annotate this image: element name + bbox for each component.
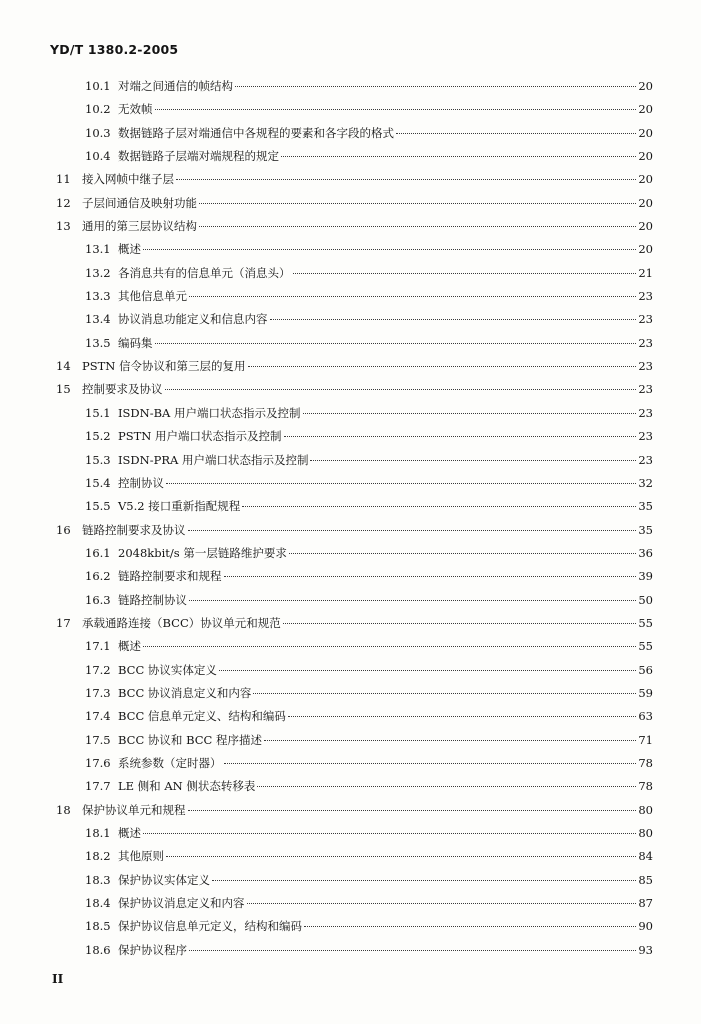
toc-entry-line	[82, 799, 653, 822]
toc-entry-line	[82, 612, 653, 635]
toc-entry-title: 其他原则	[118, 849, 164, 864]
toc-entry-line	[82, 355, 653, 378]
dot-leader	[304, 926, 636, 927]
toc-entry-line	[118, 659, 653, 682]
toc-entry-number: 16	[56, 522, 71, 537]
toc-entry-number: 18.6	[85, 942, 111, 957]
dot-leader	[212, 880, 636, 881]
toc-entry[interactable]	[0, 98, 701, 121]
toc-entry[interactable]	[0, 425, 701, 448]
dot-leader	[224, 763, 637, 764]
dot-leader	[248, 366, 637, 367]
toc-entry-number: 13	[56, 219, 71, 234]
toc-entry-line	[118, 705, 653, 728]
toc-entry-number: 15	[56, 382, 71, 397]
toc-entry-page-number: 85	[638, 872, 653, 887]
toc-entry-number: 17.2	[85, 662, 111, 677]
toc-entry-page-number: 23	[638, 405, 653, 420]
toc-entry-line	[118, 635, 653, 658]
toc-entry[interactable]	[0, 402, 701, 425]
dot-leader	[143, 833, 636, 834]
toc-entry[interactable]	[0, 519, 701, 542]
toc-entry-page-number: 23	[638, 429, 653, 444]
toc-entry-title: 概述	[118, 639, 141, 654]
dot-leader	[288, 716, 636, 717]
toc-entry[interactable]	[0, 612, 701, 635]
toc-entry-line	[118, 262, 653, 285]
toc-entry-page-number: 20	[638, 172, 653, 187]
toc-entry-title: 对端之间通信的帧结构	[118, 79, 233, 93]
toc-entry-title: LE 侧和 AN 侧状态转移表	[118, 779, 256, 794]
toc-entry-title: 子层间通信及映射功能	[82, 195, 197, 210]
toc-entry-line	[118, 822, 653, 845]
toc-entry[interactable]	[0, 238, 701, 261]
dot-leader	[264, 740, 636, 741]
toc-entry-title: ISDN-BA 用户端口状态指示及控制	[118, 405, 301, 420]
toc-entry-title: 其他信息单元	[118, 289, 187, 304]
toc-entry-title: V5.2 接口重新指配规程	[118, 499, 241, 514]
toc-entry-number: 17.1	[85, 639, 111, 654]
dot-leader	[189, 950, 636, 951]
toc-entry-title: BCC 协议消息定义和内容	[118, 685, 252, 700]
toc-entry-page-number: 23	[638, 359, 653, 374]
toc-entry[interactable]	[0, 892, 701, 915]
toc-entry-title: 保护协议单元和规程	[82, 802, 186, 817]
toc-entry[interactable]	[0, 705, 701, 728]
toc-entry-page-number: 23	[638, 382, 653, 397]
toc-entry[interactable]	[0, 168, 701, 191]
dot-leader	[253, 693, 636, 694]
toc-entry-number: 17.4	[85, 709, 111, 724]
toc-entry-page-number: 87	[638, 896, 653, 911]
toc-entry-page-number: 32	[638, 475, 653, 490]
toc-entry-title: 接入网帧中继子层	[82, 172, 174, 187]
toc-entry-number: 16.2	[85, 569, 111, 584]
toc-entry-title: 数据链路子层端对端规程的规定	[118, 149, 279, 164]
toc-entry-title: 保护协议信息单元定义，结构和编码	[118, 919, 302, 934]
toc-entry-page-number: 78	[638, 755, 653, 770]
toc-entry-title: BCC 信息单元定义、结构和编码	[118, 709, 286, 724]
dot-leader	[155, 343, 637, 344]
toc-entry-page-number: 23	[638, 289, 653, 304]
toc-entry-number: 10.4	[85, 149, 111, 164]
dot-leader	[155, 109, 637, 110]
toc-entry-line	[118, 752, 653, 775]
toc-entry-title: 保护协议消息定义和内容	[118, 896, 245, 911]
toc-entry-title: 概述	[118, 242, 141, 257]
toc-entry[interactable]	[0, 729, 701, 752]
toc-entry-number: 13.4	[85, 312, 111, 327]
dot-leader	[303, 413, 637, 414]
dot-leader	[247, 903, 637, 904]
toc-entry[interactable]	[0, 775, 701, 798]
toc-entry-page-number: 55	[638, 615, 653, 630]
toc-entry-line	[118, 472, 653, 495]
toc-entry[interactable]	[0, 308, 701, 331]
dot-leader	[293, 273, 637, 274]
dot-leader	[143, 646, 636, 647]
toc-entry-number: 13.2	[85, 265, 111, 280]
dot-leader	[257, 786, 636, 787]
toc-entry-page-number: 23	[638, 452, 653, 467]
toc-entry[interactable]	[0, 145, 701, 168]
toc-entry-line	[118, 402, 653, 425]
dot-leader	[284, 436, 637, 437]
toc-entry-page-number: 39	[638, 569, 653, 584]
toc-entry[interactable]	[0, 449, 701, 472]
toc-entry-page-number: 56	[638, 662, 653, 677]
toc-entry-page-number: 59	[638, 685, 653, 700]
toc-entry-title: 编码集	[118, 335, 153, 350]
toc-entry-page-number: 71	[638, 732, 653, 747]
toc-entry-title: 链路控制要求及协议	[82, 522, 186, 537]
toc-entry-page-number: 55	[638, 639, 653, 654]
toc-entry-page-number: 63	[638, 709, 653, 724]
toc-entry-number: 18	[56, 802, 71, 817]
toc-entry[interactable]	[0, 659, 701, 682]
toc-entry-page-number: 80	[638, 826, 653, 840]
toc-entry-number: 18.4	[85, 896, 111, 911]
dot-leader	[188, 530, 637, 531]
dot-leader	[199, 203, 636, 204]
toc-entry[interactable]	[0, 915, 701, 938]
toc-entry-line	[118, 939, 653, 962]
toc-entry-number: 13.1	[85, 242, 111, 257]
dot-leader	[396, 133, 636, 134]
toc-entry[interactable]	[0, 565, 701, 588]
toc-entry-page-number: 20	[638, 195, 653, 210]
dot-leader	[199, 226, 636, 227]
toc-entry[interactable]	[0, 542, 701, 565]
toc-entry-title: 控制协议	[118, 475, 164, 490]
toc-entry-number: 10.1	[85, 79, 111, 93]
toc-entry-line	[82, 519, 653, 542]
toc-entry-page-number: 20	[638, 242, 653, 257]
toc-entry-number: 17.5	[85, 732, 111, 747]
toc-entry-number: 15.1	[85, 405, 111, 420]
toc-entry-page-number: 20	[638, 125, 653, 140]
toc-entry-line	[118, 682, 653, 705]
toc-entry-number: 18.3	[85, 872, 111, 887]
toc-entry-title: ISDN-PRA 用户端口状态指示及控制	[118, 452, 309, 467]
toc-entry-number: 17.7	[85, 779, 111, 794]
toc-entry-line	[118, 308, 653, 331]
toc-entry-line	[118, 285, 653, 308]
toc-entry[interactable]	[0, 262, 701, 285]
dot-leader	[189, 600, 636, 601]
toc-entry-line	[118, 238, 653, 261]
toc-entry-line	[118, 449, 653, 472]
toc-entry[interactable]	[0, 682, 701, 705]
dot-leader	[224, 576, 637, 577]
toc-entry-number: 13.5	[85, 335, 111, 350]
toc-entry[interactable]	[0, 939, 701, 962]
toc-entry-number: 11	[56, 172, 71, 187]
toc-entry-number: 18.5	[85, 919, 111, 934]
toc-entry-line	[118, 495, 653, 518]
toc-entry-title: 控制要求及协议	[82, 382, 163, 397]
toc-entry-page-number: 36	[638, 545, 653, 560]
toc-entry-title: 保护协议程序	[118, 942, 187, 957]
toc-entry[interactable]	[0, 75, 701, 98]
toc-entry-line	[118, 589, 653, 612]
toc-entry-page-number: 35	[638, 522, 653, 537]
toc-entry-line	[118, 75, 653, 98]
toc-entry-number: 10.3	[85, 125, 111, 140]
toc-entry[interactable]	[0, 332, 701, 355]
toc-entry-line	[118, 845, 653, 868]
toc-entry-title: 链路控制要求和规程	[118, 569, 222, 584]
toc-entry-title: PSTN 信令协议和第三层的复用	[82, 359, 246, 374]
toc-entry-title: BCC 协议和 BCC 程序描述	[118, 732, 262, 747]
toc-entry-title: BCC 协议实体定义	[118, 662, 217, 677]
toc-entry[interactable]	[0, 589, 701, 612]
toc-entry-line	[118, 892, 653, 915]
toc-entry[interactable]	[0, 378, 701, 401]
dot-leader	[289, 553, 637, 554]
toc-entry-line	[118, 915, 653, 938]
toc-entry[interactable]	[0, 822, 701, 845]
toc-entry[interactable]	[0, 355, 701, 378]
dot-leader	[219, 670, 636, 671]
toc-entry-page-number: 20	[638, 149, 653, 164]
toc-entry-line	[118, 565, 653, 588]
toc-entry-line	[82, 215, 653, 238]
toc-entry[interactable]	[0, 845, 701, 868]
toc-entry-page-number: 93	[638, 942, 653, 957]
toc-entry-title: 各消息共有的信息单元（消息头）	[118, 265, 291, 280]
toc-entry-number: 17.3	[85, 685, 111, 700]
dot-leader	[188, 810, 637, 811]
toc-entry[interactable]	[0, 472, 701, 495]
toc-entry-title: 2048kbit/s 第一层链路维护要求	[118, 545, 287, 560]
dot-leader	[165, 389, 637, 390]
toc-entry-title: 系统参数（定时器）	[118, 755, 222, 770]
dot-leader	[166, 856, 636, 857]
toc-entry-page-number: 20	[638, 79, 653, 93]
toc-entry[interactable]	[0, 635, 701, 658]
dot-leader	[176, 179, 636, 180]
toc-entry-line	[82, 168, 653, 191]
toc-entry-number: 13.3	[85, 289, 111, 304]
toc-entry-page-number: 21	[638, 265, 653, 280]
toc-entry-title: 通用的第三层协议结构	[82, 219, 197, 234]
toc-entry-title: 保护协议实体定义	[118, 872, 210, 887]
toc-entry-line	[118, 775, 653, 798]
table-of-contents	[0, 75, 701, 962]
toc-entry-page-number: 35	[638, 499, 653, 514]
toc-entry-number: 18.1	[85, 826, 111, 840]
toc-entry-title: 无效帧	[118, 102, 153, 117]
toc-entry-page-number: 78	[638, 779, 653, 794]
page-folio: II	[52, 972, 64, 986]
toc-entry[interactable]	[0, 495, 701, 518]
toc-entry-title: 承载通路连接（BCC）协议单元和规范	[82, 615, 281, 630]
toc-entry[interactable]	[0, 215, 701, 238]
toc-entry-title: 链路控制协议	[118, 592, 187, 607]
document-header-id: YD/T 1380.2-2005	[50, 42, 179, 57]
toc-entry-title: 数据链路子层对端通信中各规程的要素和各字段的格式	[118, 125, 394, 140]
toc-entry-number: 12	[56, 195, 71, 210]
toc-entry-page-number: 50	[638, 592, 653, 607]
toc-entry-number: 16.3	[85, 592, 111, 607]
toc-entry[interactable]	[0, 752, 701, 775]
toc-entry-page-number: 84	[638, 849, 653, 864]
toc-entry-title: PSTN 用户端口状态指示及控制	[118, 429, 282, 444]
toc-entry-number: 15.3	[85, 452, 111, 467]
toc-entry-page-number: 23	[638, 335, 653, 350]
dot-leader	[143, 249, 636, 250]
toc-entry-line	[118, 542, 653, 565]
toc-entry-number: 15.4	[85, 475, 111, 490]
toc-entry-line	[118, 122, 653, 145]
dot-leader	[270, 319, 637, 320]
toc-entry-number: 17.6	[85, 755, 111, 770]
toc-entry-line	[118, 869, 653, 892]
toc-entry[interactable]	[0, 869, 701, 892]
toc-entry[interactable]	[0, 799, 701, 822]
toc-entry-number: 15.2	[85, 429, 111, 444]
toc-entry-line	[82, 192, 653, 215]
toc-entry-page-number: 20	[638, 102, 653, 117]
toc-entry-line	[118, 98, 653, 121]
toc-entry-number: 10.2	[85, 102, 111, 117]
dot-leader	[242, 506, 636, 507]
dot-leader	[283, 623, 637, 624]
toc-entry-line	[118, 332, 653, 355]
toc-entry-number: 17	[56, 615, 71, 630]
toc-entry-line	[118, 425, 653, 448]
toc-entry[interactable]	[0, 122, 701, 145]
dot-leader	[189, 296, 636, 297]
toc-entry-page-number: 23	[638, 312, 653, 327]
toc-entry-page-number: 80	[638, 802, 653, 817]
dot-leader	[235, 86, 636, 87]
toc-entry-line	[82, 378, 653, 401]
toc-entry-number: 15.5	[85, 499, 111, 514]
dot-leader	[281, 156, 636, 157]
toc-entry[interactable]	[0, 285, 701, 308]
toc-entry-line	[118, 729, 653, 752]
dot-leader	[310, 460, 636, 461]
toc-entry[interactable]	[0, 192, 701, 215]
toc-entry-page-number: 90	[638, 919, 653, 934]
toc-entry-number: 18.2	[85, 849, 111, 864]
toc-entry-line	[118, 145, 653, 168]
toc-entry-page-number: 20	[638, 219, 653, 234]
dot-leader	[166, 483, 636, 484]
toc-entry-number: 16.1	[85, 545, 111, 560]
toc-entry-title: 协议消息功能定义和信息内容	[118, 312, 268, 327]
toc-entry-title: 概述	[118, 826, 141, 840]
toc-entry-number: 14	[56, 359, 71, 374]
